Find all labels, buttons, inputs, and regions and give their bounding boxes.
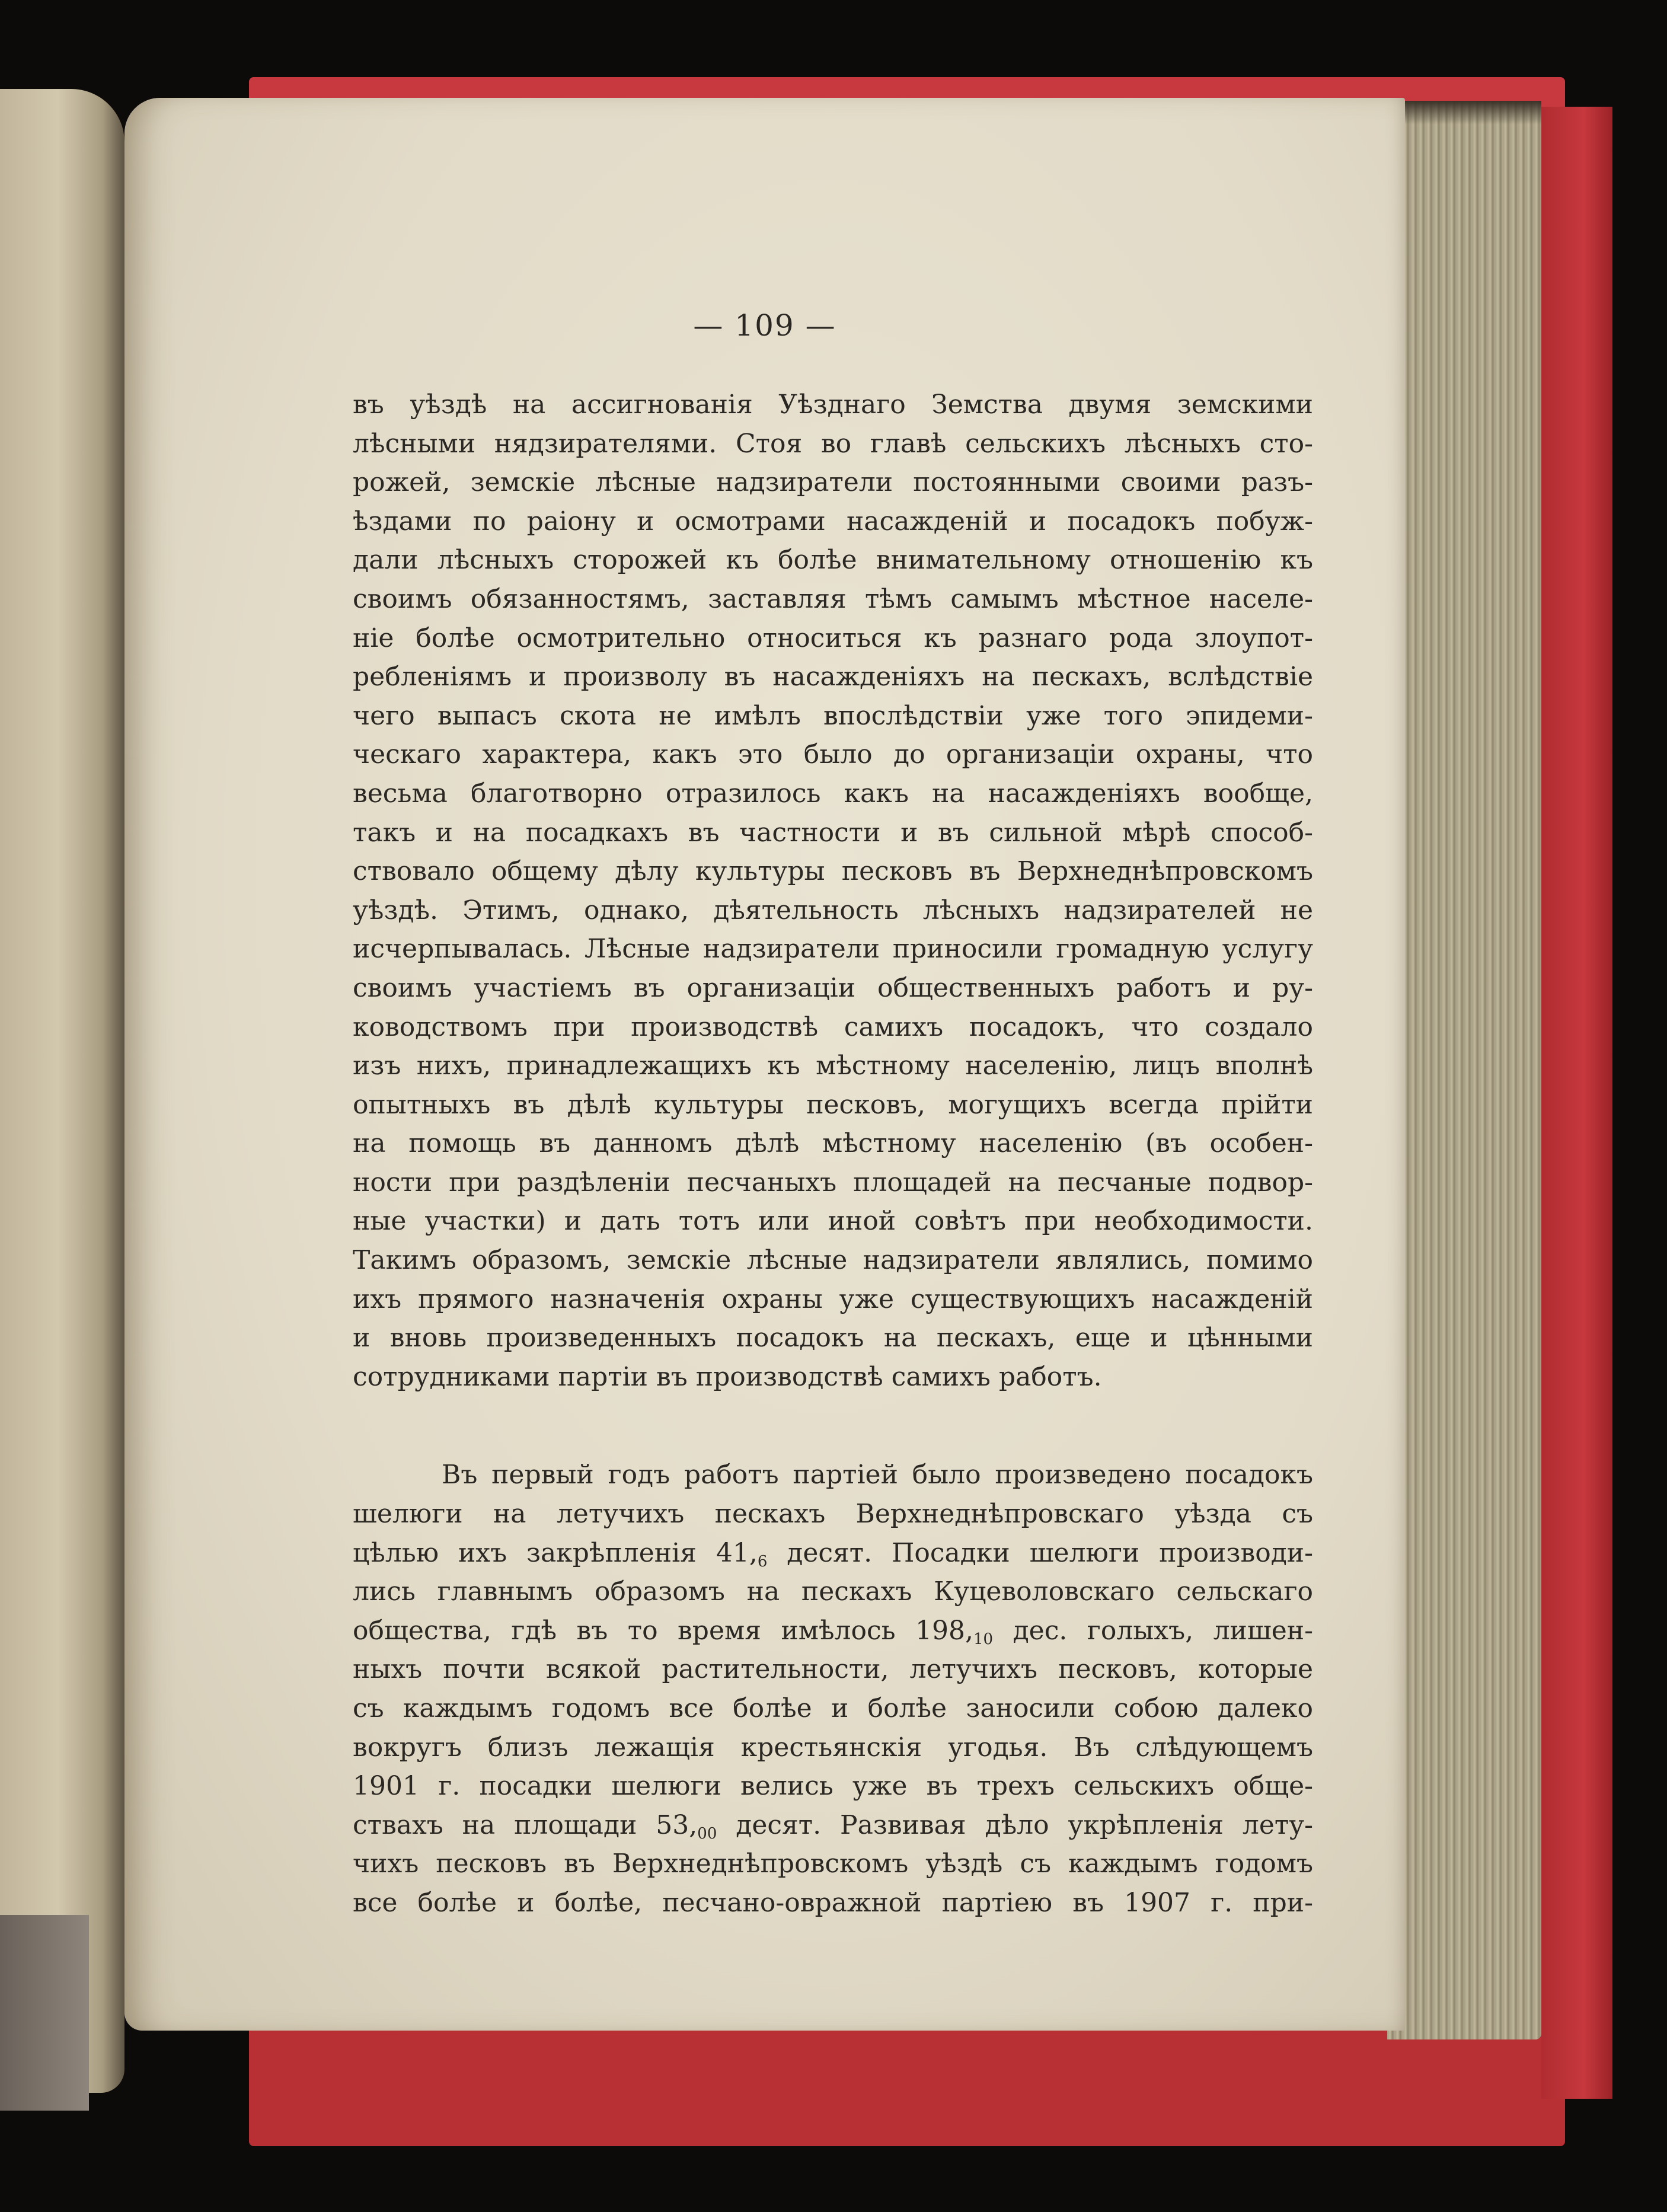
text-line — [353, 1806, 1313, 1845]
subscript-decimal: 6 — [757, 1552, 768, 1571]
text-line: ніе болѣе осмотрительно относиться къ разнаго рода злоупот- — [353, 623, 1313, 653]
text-line: на помощь въ данномъ дѣлѣ мѣстному населенію (въ особен- — [353, 1128, 1313, 1159]
red-cover-edge — [1541, 107, 1612, 2099]
page-stack-edges — [1387, 101, 1541, 2039]
book-page — [124, 98, 1405, 2031]
text-line: ководствомъ при производствѣ самихъ посадокъ, что создало — [353, 1011, 1313, 1042]
text-line: ческаго характера, какъ это было до организаціи охраны, что — [353, 739, 1313, 770]
previous-page-edge — [0, 89, 124, 2093]
paragraph-1 — [353, 385, 1313, 1396]
text-line: такъ и на посадкахъ въ частности и въ сильной мѣрѣ способ- — [353, 817, 1313, 848]
text-line: сотрудниками партіи въ производствѣ самихъ работъ. — [353, 1361, 1102, 1392]
text-line: опытныхъ въ дѣлѣ культуры песковъ, могущихъ всегда прійти — [353, 1089, 1313, 1120]
text-segment: цѣлью ихъ закрѣпленія 41, — [353, 1537, 758, 1568]
text-segment: общества, гдѣ въ то время имѣлось 198, — [353, 1615, 974, 1646]
text-line: изъ нихъ, принадлежащихъ къ мѣстному населенію, лицъ вполнѣ — [353, 1051, 1313, 1081]
text-line: Въ первый годъ работъ партіей было произведено посадокъ — [442, 1460, 1313, 1490]
text-line: ствовало общему дѣлу культуры песковъ въ Верхнеднѣпровскомъ — [353, 856, 1313, 887]
text-line: чихъ песковъ въ Верхнеднѣпровскомъ уѣздѣ съ каждымъ годомъ — [353, 1849, 1313, 1879]
text-line: ѣздами по раіону и осмотрами насажденій и посадокъ побуж- — [353, 506, 1313, 537]
text-line: ности при раздѣленіи песчаныхъ площадей на песчаные подвор- — [353, 1167, 1313, 1198]
text-line: лѣсными нядзирателями. Стоя во главѣ сельскихъ лѣсныхъ сто- — [353, 428, 1313, 459]
text-segment: ствахъ на площади 53, — [353, 1809, 698, 1840]
text-line: дали лѣсныхъ сторожей къ болѣе внимательному отношенію къ — [353, 545, 1313, 576]
text-line: уѣздѣ. Этимъ, однако, дѣятельность лѣсныхъ надзирателей не — [353, 895, 1313, 925]
text-line — [353, 1534, 1313, 1573]
left-cover-corner — [0, 1915, 89, 2111]
text-line: все болѣе и болѣе, песчано-овражной партіею въ 1907 г. при- — [353, 1887, 1313, 1918]
text-line: Такимъ образомъ, земскіе лѣсные надзиратели являлись, помимо — [353, 1245, 1313, 1276]
subscript-decimal: 00 — [697, 1824, 717, 1843]
paragraph-2 — [353, 1455, 1313, 1922]
text-line: и вновь произведенныхъ посадокъ на пескахъ, еще и цѣнными — [353, 1323, 1313, 1354]
text-line — [353, 1611, 1313, 1651]
text-segment: десят. Посадки шелюги производи- — [767, 1537, 1313, 1568]
paragraph-gap — [353, 1396, 1313, 1455]
text-line: своимъ участіемъ въ организаціи общественныхъ работъ и ру- — [353, 972, 1313, 1003]
page-text — [353, 385, 1313, 1923]
text-line: ребленіямъ и произволу въ насажденіяхъ на пескахъ, вслѣдствіе — [353, 662, 1313, 692]
text-line: ные участки) и дать тотъ или иной совѣтъ при необходимости. — [353, 1206, 1313, 1237]
text-line: съ каждымъ годомъ все болѣе и болѣе заносили собою далеко — [353, 1693, 1313, 1723]
text-line: шелюги на летучихъ пескахъ Верхнеднѣпровскаго уѣзда съ — [353, 1499, 1313, 1530]
text-line: ихъ прямого назначенія охраны уже существующихъ насажденій — [353, 1284, 1313, 1314]
text-line: 1901 г. посадки шелюги велись уже въ трехъ сельскихъ обще- — [353, 1771, 1313, 1802]
text-line: чего выпасъ скота не имѣлъ впослѣдствіи уже того эпидеми- — [353, 700, 1313, 731]
page-stack-shadow — [1387, 101, 1541, 125]
text-line: ныхъ почти всякой растительности, летучихъ песковъ, которые — [353, 1654, 1313, 1685]
text-line: своимъ обязанностямъ, заставляя тѣмъ самымъ мѣстное населе- — [353, 583, 1313, 614]
page-number: — 109 — — [693, 308, 836, 343]
subscript-decimal: 10 — [973, 1630, 994, 1648]
text-segment: дес. голыхъ, лишен- — [993, 1615, 1313, 1646]
text-line: лись главнымъ образомъ на пескахъ Куцеволовскаго сельскаго — [353, 1576, 1313, 1607]
text-line: исчерпывалась. Лѣсные надзиратели приносили громадную услугу — [353, 934, 1313, 965]
text-line: вокругъ близъ лежащія крестьянскія угодья. Въ слѣдующемъ — [353, 1732, 1313, 1763]
text-line: рожей, земскіе лѣсные надзиратели постоянными своими разъ- — [353, 467, 1313, 498]
text-segment: десят. Развивая дѣло укрѣпленія лету- — [717, 1809, 1313, 1840]
text-line: въ уѣздѣ на ассигнованія Уѣзднаго Земства двумя земскими — [353, 390, 1313, 420]
text-line: весьма благотворно отразилось какъ на насажденіяхъ вообще, — [353, 778, 1313, 809]
